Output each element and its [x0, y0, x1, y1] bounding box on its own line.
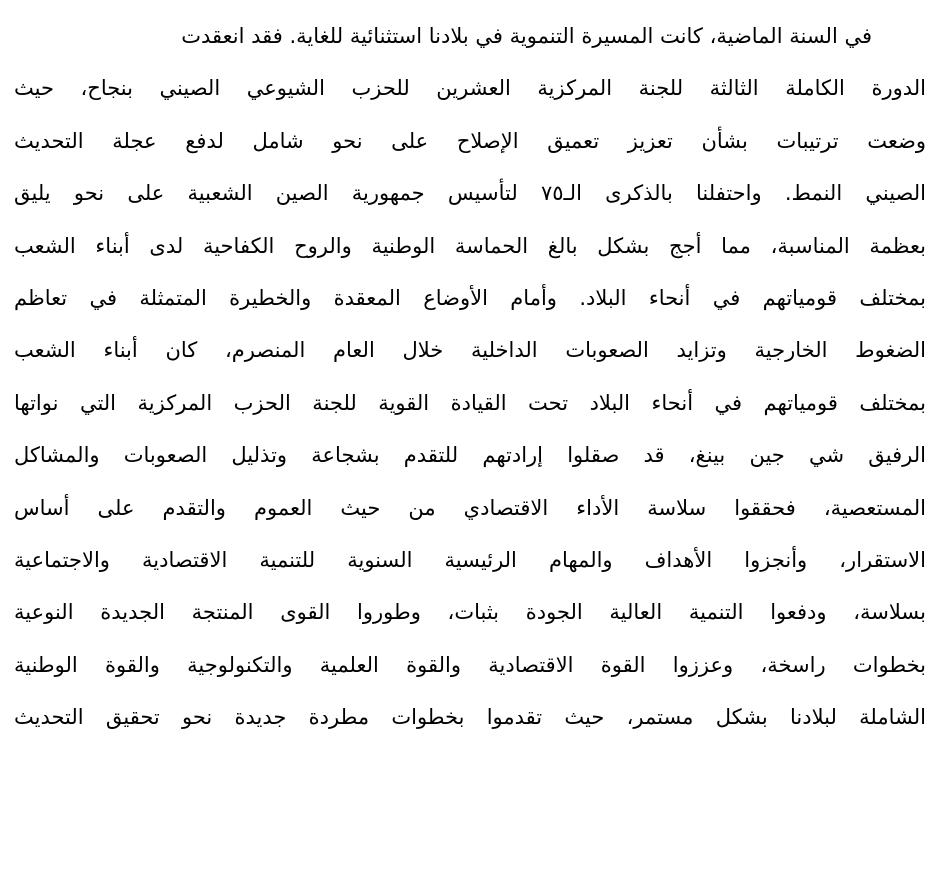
paragraph-line: وضعت ترتيبات بشأن تعزيز تعميق الإصلاح على نحو شامل لدفع عجلة التحديث [14, 128, 926, 153]
paragraph-line: الضغوط الخارجية وتزايد الصعوبات الداخلية خلال العام المنصرم، كان أبناء الشعب [14, 338, 926, 363]
paragraph-line: الشاملة لبلادنا بشكل مستمر، حيث تقدموا بخطوات مطردة جديدة نحو تحقيق التحديث [14, 705, 926, 730]
paragraph-line: بعظمة المناسبة، مما أجج بشكل بالغ الحماسة الوطنية والروح الكفاحية لدى أبناء الشعب [14, 233, 926, 258]
paragraph-line: الاستقرار، وأنجزوا الأهداف والمهام الرئيسية السنوية للتنمية الاقتصادية والاجتماعية [14, 547, 926, 572]
paragraph-line: بخطوات راسخة، وعززوا القوة الاقتصادية والقوة العلمية والتكنولوجية والقوة الوطنية [14, 652, 926, 677]
paragraph-line: في السنة الماضية، كانت المسيرة التنموية في بلادنا استثنائية للغاية. فقد انعقدت [181, 24, 872, 48]
paragraph-line: المستعصية، فحققوا سلاسة الأداء الاقتصادي من حيث العموم والتقدم على أساس [14, 495, 926, 520]
arabic-paragraph [14, 10, 926, 743]
paragraph-line: الصيني النمط. واحتفلنا بالذكرى الـ٧٥ لتأسيس جمهورية الصين الشعبية على نحو يليق [14, 181, 926, 206]
paragraph-line: بمختلف قومياتهم في أنحاء البلاد. وأمام الأوضاع المعقدة والخطيرة المتمثلة في تعاظم [14, 285, 926, 310]
paragraph-line: بمختلف قومياتهم في أنحاء البلاد تحت القيادة القوية للجنة الحزب المركزية التي نواتها [14, 390, 926, 415]
paragraph-line: الدورة الكاملة الثالثة للجنة المركزية العشرين للحزب الشيوعي الصيني بنجاح، حيث [14, 76, 926, 101]
paragraph-line: بسلاسة، ودفعوا التنمية العالية الجودة بثبات، وطوروا القوى المنتجة الجديدة النوعية [14, 600, 926, 625]
paragraph-line: الرفيق شي جين بينغ، قد صقلوا إرادتهم للتقدم بشجاعة وتذليل الصعوبات والمشاكل [14, 443, 926, 468]
